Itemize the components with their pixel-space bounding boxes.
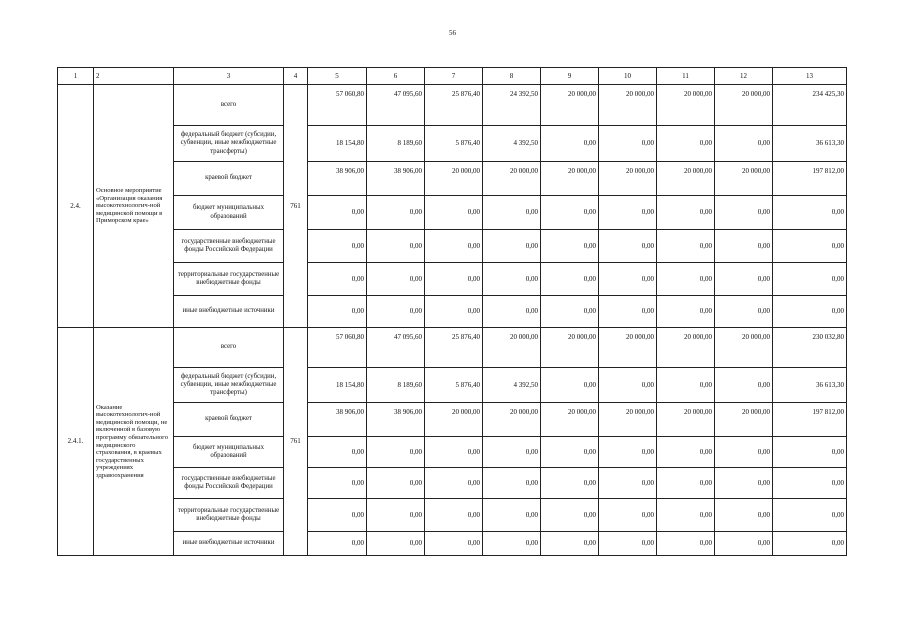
amount-cell: 0,00 [367,230,425,263]
amount-cell: 57 060,80 [308,328,367,368]
amount-cell: 20 000,00 [657,328,715,368]
funding-source: иные внебюджетные источники [174,296,284,328]
amount-cell: 0,00 [715,368,773,403]
amount-cell: 0,00 [425,532,483,556]
amount-cell: 20 000,00 [599,85,657,126]
amount-cell: 0,00 [483,263,541,296]
column-header: 8 [483,68,541,85]
table-row [58,328,847,368]
amount-cell: 0,00 [715,126,773,162]
amount-cell: 0,00 [773,296,847,328]
amount-cell: 0,00 [773,468,847,499]
table-row [58,162,847,196]
amount-cell: 20 000,00 [599,162,657,196]
column-header: 6 [367,68,425,85]
amount-cell: 20 000,00 [715,403,773,437]
amount-cell: 0,00 [599,499,657,532]
column-header: 1 [58,68,94,85]
amount-cell: 36 613,30 [773,368,847,403]
amount-cell: 0,00 [425,437,483,468]
funding-source: государственные внебюджетные фонды Российской Федерации [174,230,284,263]
amount-cell: 0,00 [715,468,773,499]
funding-source: иные внебюджетные источники [174,532,284,556]
amount-cell: 0,00 [657,296,715,328]
amount-cell: 20 000,00 [425,162,483,196]
amount-cell: 0,00 [541,296,599,328]
amount-cell: 0,00 [483,437,541,468]
table-row [58,532,847,556]
funding-source: краевой бюджет [174,403,284,437]
amount-cell: 0,00 [308,499,367,532]
column-header: 9 [541,68,599,85]
amount-cell: 0,00 [657,468,715,499]
amount-cell: 20 000,00 [715,162,773,196]
column-header: 5 [308,68,367,85]
funding-source: бюджет муниципальных образований [174,437,284,468]
amount-cell: 0,00 [425,196,483,230]
amount-cell: 25 876,40 [425,328,483,368]
amount-cell: 0,00 [541,263,599,296]
amount-cell: 0,00 [367,532,425,556]
amount-cell: 0,00 [308,532,367,556]
amount-cell: 197 812,00 [773,162,847,196]
amount-cell: 0,00 [599,532,657,556]
amount-cell: 0,00 [541,468,599,499]
amount-cell: 230 032,80 [773,328,847,368]
amount-cell: 0,00 [599,437,657,468]
amount-cell: 0,00 [308,296,367,328]
amount-cell: 20 000,00 [541,85,599,126]
amount-cell: 38 906,00 [308,403,367,437]
amount-cell: 0,00 [483,196,541,230]
amount-cell: 0,00 [773,437,847,468]
amount-cell: 0,00 [367,499,425,532]
amount-cell: 0,00 [367,437,425,468]
column-header: 2 [94,68,174,85]
amount-cell: 0,00 [483,296,541,328]
amount-cell: 0,00 [599,368,657,403]
column-header: 7 [425,68,483,85]
table-row [58,126,847,162]
amount-cell: 38 906,00 [308,162,367,196]
amount-cell: 0,00 [773,196,847,230]
funding-source: всего [174,85,284,126]
amount-cell: 4 392,50 [483,368,541,403]
column-header: 10 [599,68,657,85]
amount-cell: 20 000,00 [541,403,599,437]
amount-cell: 5 876,40 [425,126,483,162]
amount-cell: 0,00 [715,196,773,230]
amount-cell: 0,00 [773,263,847,296]
section-number: 2.4. [58,85,94,328]
amount-cell: 0,00 [657,263,715,296]
amount-cell: 0,00 [541,230,599,263]
column-header: 4 [284,68,308,85]
amount-cell: 0,00 [773,230,847,263]
amount-cell: 0,00 [541,532,599,556]
table-row [58,403,847,437]
amount-cell: 0,00 [715,499,773,532]
amount-cell: 20 000,00 [425,403,483,437]
amount-cell: 57 060,80 [308,85,367,126]
amount-cell: 20 000,00 [657,403,715,437]
amount-cell: 20 000,00 [599,403,657,437]
budget-table [57,67,847,556]
amount-cell: 0,00 [657,532,715,556]
amount-cell: 47 095,60 [367,328,425,368]
amount-cell: 47 095,60 [367,85,425,126]
table-row [58,499,847,532]
amount-cell: 38 906,00 [367,403,425,437]
amount-cell: 0,00 [715,230,773,263]
amount-cell: 0,00 [367,468,425,499]
amount-cell: 0,00 [599,263,657,296]
table-row [58,437,847,468]
amount-cell: 0,00 [367,196,425,230]
amount-cell: 0,00 [715,296,773,328]
amount-cell: 8 189,60 [367,368,425,403]
amount-cell: 0,00 [715,532,773,556]
amount-cell: 25 876,40 [425,85,483,126]
amount-cell: 0,00 [657,196,715,230]
responsible-code: 761 [284,328,308,556]
column-header: 13 [773,68,847,85]
amount-cell: 0,00 [599,126,657,162]
amount-cell: 0,00 [308,230,367,263]
amount-cell: 0,00 [657,230,715,263]
amount-cell: 0,00 [657,437,715,468]
amount-cell: 234 425,30 [773,85,847,126]
amount-cell: 0,00 [541,499,599,532]
amount-cell: 197 812,00 [773,403,847,437]
page-number: 56 [449,29,456,37]
table-row [58,263,847,296]
amount-cell: 0,00 [425,230,483,263]
amount-cell: 24 392,50 [483,85,541,126]
amount-cell: 4 392,50 [483,126,541,162]
table-row [58,230,847,263]
amount-cell: 8 189,60 [367,126,425,162]
table-row [58,368,847,403]
amount-cell: 20 000,00 [715,328,773,368]
funding-source: бюджет муниципальных образований [174,196,284,230]
amount-cell: 20 000,00 [657,162,715,196]
amount-cell: 20 000,00 [483,162,541,196]
amount-cell: 20 000,00 [541,328,599,368]
funding-source: краевой бюджет [174,162,284,196]
section-number: 2.4.1. [58,328,94,556]
amount-cell: 0,00 [308,196,367,230]
responsible-code: 761 [284,85,308,328]
amount-cell: 0,00 [308,468,367,499]
amount-cell: 20 000,00 [657,85,715,126]
column-header: 3 [174,68,284,85]
amount-cell: 0,00 [773,499,847,532]
funding-source: территориальные государственные внебюджетные фонды [174,263,284,296]
section-name: Оказание высокотехнологич-ной медицинской помощи, не включенной в базовую программу обязательного медицинского страхования, в краевых государственных учреждениях здравоохранения [94,328,174,556]
amount-cell: 0,00 [541,196,599,230]
table-row [58,85,847,126]
funding-source: федеральный бюджет (субсидии, субвенции, иные межбюджетные трансферты) [174,126,284,162]
amount-cell: 0,00 [367,263,425,296]
funding-source: всего [174,328,284,368]
amount-cell: 0,00 [308,263,367,296]
amount-cell: 0,00 [599,230,657,263]
amount-cell: 0,00 [657,499,715,532]
table-row [58,296,847,328]
amount-cell: 0,00 [483,468,541,499]
amount-cell: 0,00 [425,468,483,499]
amount-cell: 20 000,00 [599,328,657,368]
amount-cell: 36 613,30 [773,126,847,162]
amount-cell: 0,00 [715,263,773,296]
amount-cell: 0,00 [483,230,541,263]
amount-cell: 20 000,00 [483,328,541,368]
column-header: 12 [715,68,773,85]
table-row [58,196,847,230]
funding-source: территориальные государственные внебюджетные фонды [174,499,284,532]
amount-cell: 0,00 [773,532,847,556]
amount-cell: 38 906,00 [367,162,425,196]
funding-source: федеральный бюджет (субсидии, субвенции, иные межбюджетные трансферты) [174,368,284,403]
amount-cell: 18 154,80 [308,368,367,403]
amount-cell: 0,00 [308,437,367,468]
amount-cell: 0,00 [599,296,657,328]
amount-cell: 0,00 [541,368,599,403]
amount-cell: 0,00 [715,437,773,468]
amount-cell: 0,00 [599,196,657,230]
amount-cell: 20 000,00 [715,85,773,126]
amount-cell: 0,00 [657,368,715,403]
column-header: 11 [657,68,715,85]
table-header-row [58,68,847,85]
amount-cell: 0,00 [599,468,657,499]
amount-cell: 20 000,00 [483,403,541,437]
amount-cell: 18 154,80 [308,126,367,162]
amount-cell: 0,00 [425,263,483,296]
amount-cell: 20 000,00 [541,162,599,196]
amount-cell: 0,00 [483,499,541,532]
amount-cell: 0,00 [541,126,599,162]
amount-cell: 0,00 [541,437,599,468]
section-name: Основное мероприятие «Организация оказания высокотехнологич-ной медицинской помощи в Приморском крае» [94,85,174,328]
amount-cell: 0,00 [657,126,715,162]
amount-cell: 0,00 [483,532,541,556]
funding-source: государственные внебюджетные фонды Российской Федерации [174,468,284,499]
amount-cell: 0,00 [425,296,483,328]
table-row [58,468,847,499]
amount-cell: 0,00 [367,296,425,328]
amount-cell: 0,00 [425,499,483,532]
amount-cell: 5 876,40 [425,368,483,403]
